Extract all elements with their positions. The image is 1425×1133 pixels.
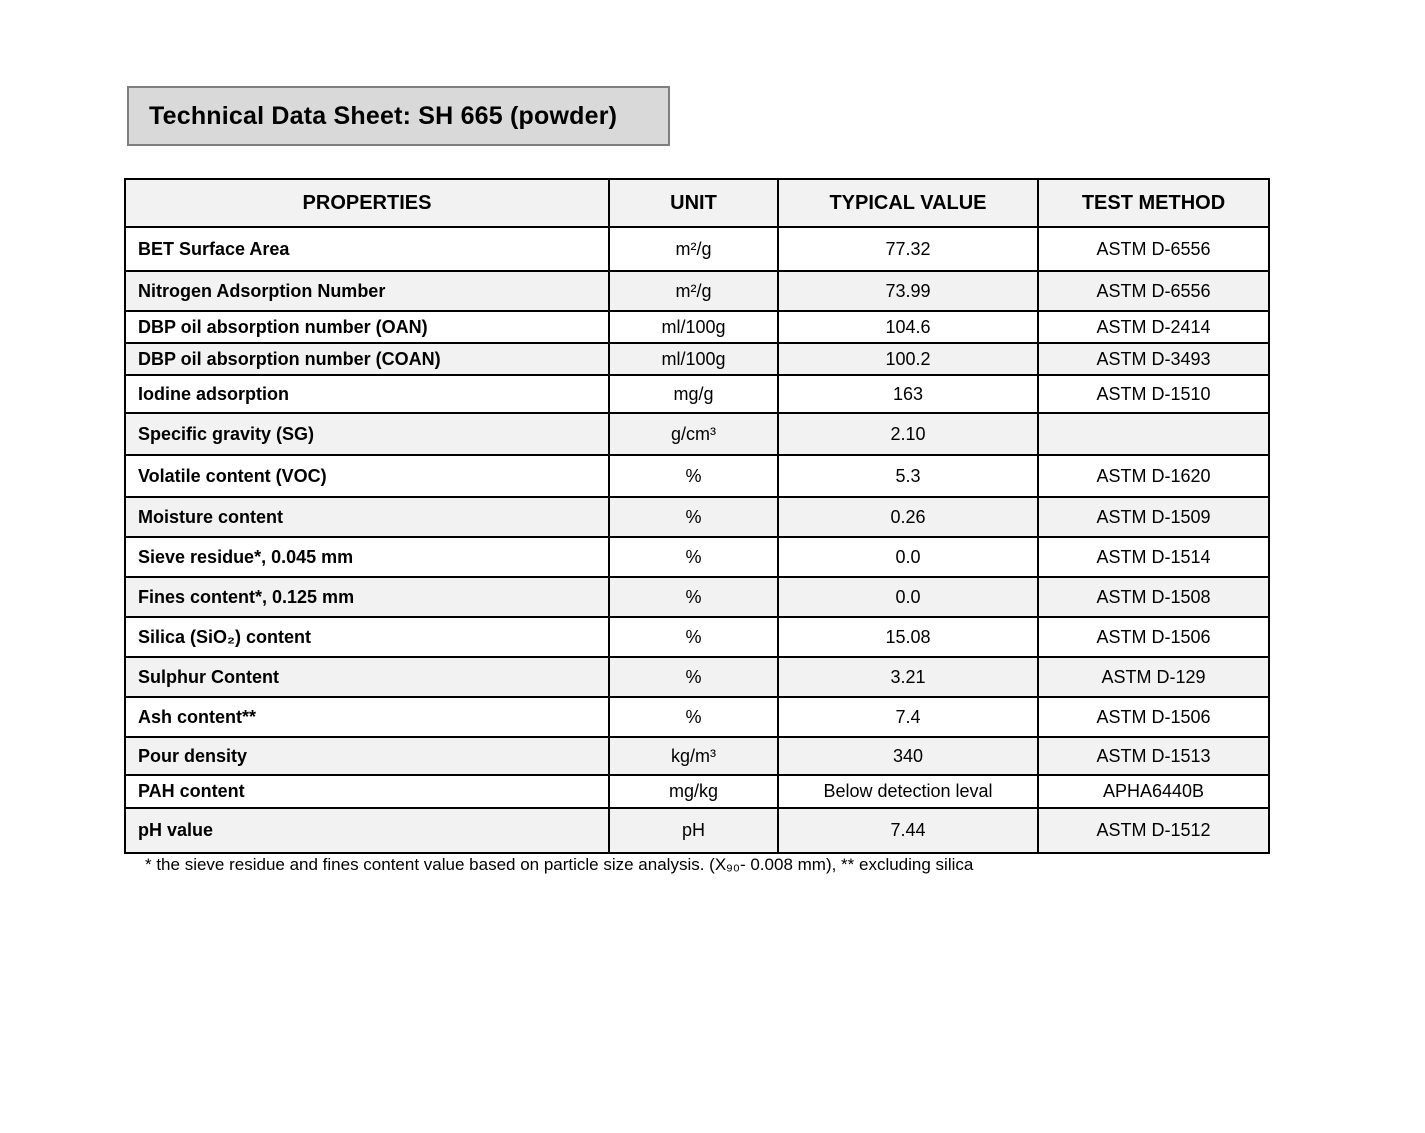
table-row (125, 697, 1269, 737)
property-cell: Silica (SiO₂) content (125, 617, 609, 657)
col-header-test-method: TEST METHOD (1038, 179, 1269, 227)
table-row (125, 737, 1269, 775)
table-row (125, 413, 1269, 455)
value-cell: 5.3 (778, 455, 1038, 497)
method-cell: ASTM D-1514 (1038, 537, 1269, 577)
value-cell: Below detection leval (778, 775, 1038, 808)
value-cell: 104.6 (778, 311, 1038, 343)
table-row (125, 617, 1269, 657)
table-row (125, 375, 1269, 413)
value-cell: 163 (778, 375, 1038, 413)
table-row (125, 808, 1269, 853)
property-cell: PAH content (125, 775, 609, 808)
unit-cell: ml/100g (609, 343, 778, 375)
method-cell: ASTM D-1509 (1038, 497, 1269, 537)
data-table (124, 178, 1270, 854)
value-cell: 77.32 (778, 227, 1038, 271)
method-cell: ASTM D-2414 (1038, 311, 1269, 343)
value-cell: 0.0 (778, 577, 1038, 617)
property-cell: Volatile content (VOC) (125, 455, 609, 497)
property-cell: Pour density (125, 737, 609, 775)
method-cell: ASTM D-1510 (1038, 375, 1269, 413)
table-row (125, 537, 1269, 577)
value-cell: 7.44 (778, 808, 1038, 853)
property-cell: Sieve residue*, 0.045 mm (125, 537, 609, 577)
table-row (125, 775, 1269, 808)
method-cell: ASTM D-3493 (1038, 343, 1269, 375)
method-cell: ASTM D-129 (1038, 657, 1269, 697)
method-cell: ASTM D-6556 (1038, 271, 1269, 311)
table-row (125, 271, 1269, 311)
table-row (125, 343, 1269, 375)
property-cell: Fines content*, 0.125 mm (125, 577, 609, 617)
property-cell: pH value (125, 808, 609, 853)
property-cell: DBP oil absorption number (COAN) (125, 343, 609, 375)
method-cell: ASTM D-1512 (1038, 808, 1269, 853)
col-header-typical-value: TYPICAL VALUE (778, 179, 1038, 227)
unit-cell: % (609, 537, 778, 577)
unit-cell: % (609, 697, 778, 737)
table-row (125, 455, 1269, 497)
unit-cell: % (609, 455, 778, 497)
value-cell: 2.10 (778, 413, 1038, 455)
property-cell: Specific gravity (SG) (125, 413, 609, 455)
value-cell: 3.21 (778, 657, 1038, 697)
value-cell: 73.99 (778, 271, 1038, 311)
property-cell: Sulphur Content (125, 657, 609, 697)
property-cell: Moisture content (125, 497, 609, 537)
value-cell: 0.26 (778, 497, 1038, 537)
unit-cell: mg/g (609, 375, 778, 413)
page-title: Technical Data Sheet: SH 665 (powder) (149, 101, 618, 130)
col-header-unit: UNIT (609, 179, 778, 227)
method-cell: ASTM D-1506 (1038, 697, 1269, 737)
unit-cell: m²/g (609, 227, 778, 271)
method-cell: ASTM D-1620 (1038, 455, 1269, 497)
table-row (125, 227, 1269, 271)
table-row (125, 311, 1269, 343)
unit-cell: ml/100g (609, 311, 778, 343)
method-cell (1038, 413, 1269, 455)
method-cell: ASTM D-1513 (1038, 737, 1269, 775)
header-row (125, 179, 1269, 227)
method-cell: APHA6440B (1038, 775, 1269, 808)
unit-cell: mg/kg (609, 775, 778, 808)
unit-cell: pH (609, 808, 778, 853)
value-cell: 15.08 (778, 617, 1038, 657)
unit-cell: m²/g (609, 271, 778, 311)
unit-cell: % (609, 617, 778, 657)
unit-cell: % (609, 577, 778, 617)
method-cell: ASTM D-6556 (1038, 227, 1269, 271)
value-cell: 0.0 (778, 537, 1038, 577)
value-cell: 7.4 (778, 697, 1038, 737)
property-cell: Nitrogen Adsorption Number (125, 271, 609, 311)
footnote: * the sieve residue and fines content value based on particle size analysis. (X₉₀- 0.008 mm), ** excluding silica (145, 855, 974, 874)
title-box (127, 86, 670, 146)
unit-cell: kg/m³ (609, 737, 778, 775)
table-row (125, 497, 1269, 537)
unit-cell: g/cm³ (609, 413, 778, 455)
unit-cell: % (609, 497, 778, 537)
value-cell: 340 (778, 737, 1038, 775)
property-cell: Ash content** (125, 697, 609, 737)
table-row (125, 577, 1269, 617)
value-cell: 100.2 (778, 343, 1038, 375)
property-cell: DBP oil absorption number (OAN) (125, 311, 609, 343)
property-cell: BET Surface Area (125, 227, 609, 271)
table-row (125, 657, 1269, 697)
property-cell: Iodine adsorption (125, 375, 609, 413)
unit-cell: % (609, 657, 778, 697)
method-cell: ASTM D-1508 (1038, 577, 1269, 617)
col-header-properties: PROPERTIES (125, 179, 609, 227)
method-cell: ASTM D-1506 (1038, 617, 1269, 657)
